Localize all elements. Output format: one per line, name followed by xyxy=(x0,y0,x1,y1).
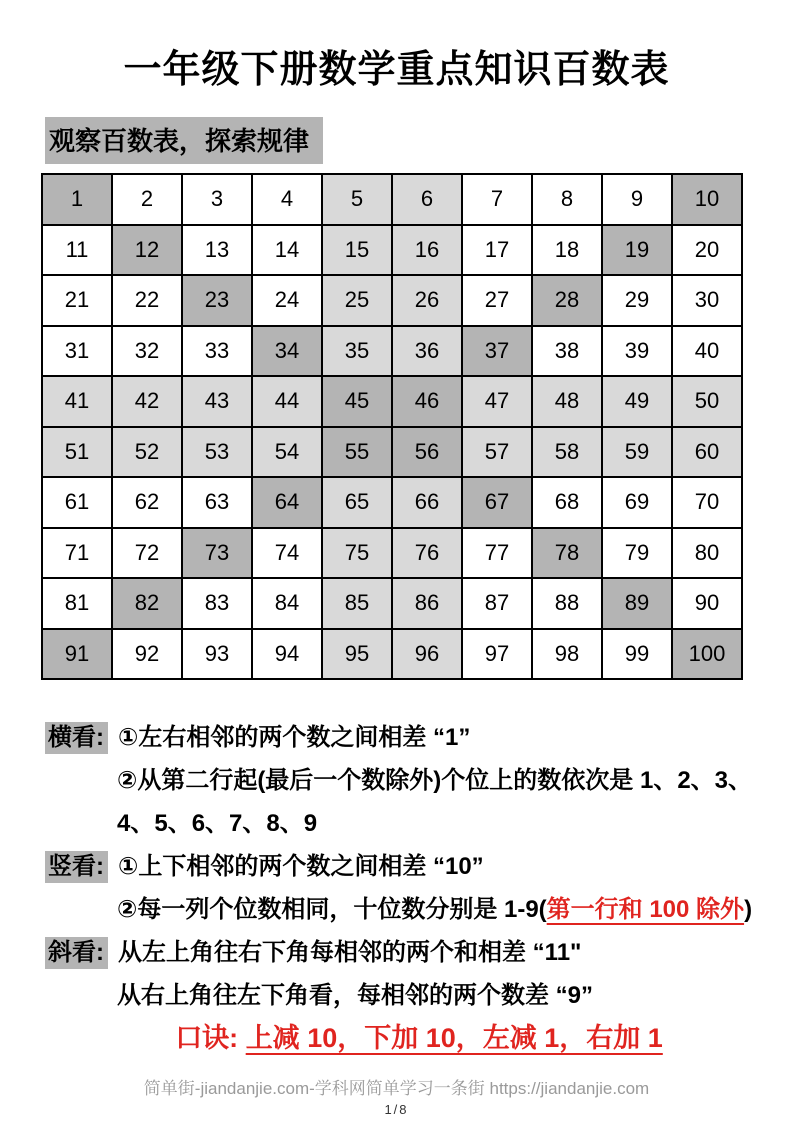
table-cell: 72 xyxy=(112,528,182,579)
table-row xyxy=(42,427,742,478)
table-cell: 77 xyxy=(462,528,532,579)
table-row xyxy=(42,528,742,579)
table-cell: 3 xyxy=(182,174,252,225)
table-cell: 24 xyxy=(252,275,322,326)
table-cell: 32 xyxy=(112,326,182,377)
table-cell: 55 xyxy=(322,427,392,478)
table-cell: 45 xyxy=(322,376,392,427)
table-cell: 2 xyxy=(112,174,182,225)
table-cell: 85 xyxy=(322,578,392,629)
table-cell: 57 xyxy=(462,427,532,478)
table-cell: 58 xyxy=(532,427,602,478)
table-cell: 61 xyxy=(42,477,112,528)
xie-line-1 xyxy=(45,931,793,974)
table-cell: 60 xyxy=(672,427,742,478)
table-row xyxy=(42,376,742,427)
table-cell: 33 xyxy=(182,326,252,377)
table-cell: 35 xyxy=(322,326,392,377)
heng-line-1 xyxy=(45,716,793,759)
table-cell: 97 xyxy=(462,629,532,680)
heng-label: 横看: xyxy=(45,722,108,754)
table-cell: 92 xyxy=(112,629,182,680)
table-cell: 90 xyxy=(672,578,742,629)
table-cell: 34 xyxy=(252,326,322,377)
table-cell: 86 xyxy=(392,578,462,629)
table-cell: 68 xyxy=(532,477,602,528)
table-cell: 38 xyxy=(532,326,602,377)
table-cell: 65 xyxy=(322,477,392,528)
table-cell: 100 xyxy=(672,629,742,680)
table-cell: 88 xyxy=(532,578,602,629)
table-cell: 27 xyxy=(462,275,532,326)
table-cell: 19 xyxy=(602,225,672,276)
heng-line-2: ②从第二行起(最后一个数除外)个位上的数依次是 1、2、3、 xyxy=(117,767,753,794)
heng-text-1: ①左右相邻的两个数之间相差 “1” xyxy=(118,724,471,751)
table-cell: 29 xyxy=(602,275,672,326)
table-cell: 59 xyxy=(602,427,672,478)
table-cell: 12 xyxy=(112,225,182,276)
table-cell: 39 xyxy=(602,326,672,377)
table-cell: 70 xyxy=(672,477,742,528)
shu-label: 竖看: xyxy=(45,851,108,883)
page-title: 一年级下册数学重点知识百数表 xyxy=(123,49,670,91)
heng-line-3: 4、5、6、7、8、9 xyxy=(117,810,318,837)
table-cell: 26 xyxy=(392,275,462,326)
table-cell: 7 xyxy=(462,174,532,225)
table-cell: 5 xyxy=(322,174,392,225)
table-cell: 64 xyxy=(252,477,322,528)
table-cell: 71 xyxy=(42,528,112,579)
table-row xyxy=(42,629,742,680)
shu-line-2 xyxy=(45,888,793,931)
section-heading: 观察百数表，探索规律 xyxy=(45,117,323,164)
shu-text-2-prefix: ②每一列个位数相同，十位数分别是 1-9( xyxy=(117,896,547,923)
table-cell: 8 xyxy=(532,174,602,225)
table-cell: 73 xyxy=(182,528,252,579)
table-cell: 53 xyxy=(182,427,252,478)
table-cell: 79 xyxy=(602,528,672,579)
table-cell: 69 xyxy=(602,477,672,528)
table-cell: 80 xyxy=(672,528,742,579)
table-cell: 30 xyxy=(672,275,742,326)
table-cell: 81 xyxy=(42,578,112,629)
table-cell: 28 xyxy=(532,275,602,326)
table-cell: 63 xyxy=(182,477,252,528)
xie-line-2: 从右上角往左下角看，每相邻的两个数差 “9” xyxy=(117,982,594,1009)
table-cell: 50 xyxy=(672,376,742,427)
table-cell: 9 xyxy=(602,174,672,225)
xie-label: 斜看: xyxy=(45,937,108,969)
table-cell: 67 xyxy=(462,477,532,528)
shu-line-1 xyxy=(45,845,793,888)
table-cell: 10 xyxy=(672,174,742,225)
table-cell: 21 xyxy=(42,275,112,326)
table-cell: 11 xyxy=(42,225,112,276)
table-cell: 37 xyxy=(462,326,532,377)
table-cell: 93 xyxy=(182,629,252,680)
table-cell: 16 xyxy=(392,225,462,276)
table-cell: 25 xyxy=(322,275,392,326)
table-cell: 15 xyxy=(322,225,392,276)
table-cell: 87 xyxy=(462,578,532,629)
table-cell: 41 xyxy=(42,376,112,427)
page-number: 1/8 xyxy=(384,1102,409,1117)
table-cell: 48 xyxy=(532,376,602,427)
table-row xyxy=(42,225,742,276)
table-cell: 43 xyxy=(182,376,252,427)
table-cell: 46 xyxy=(392,376,462,427)
table-cell: 83 xyxy=(182,578,252,629)
table-cell: 18 xyxy=(532,225,602,276)
table-cell: 22 xyxy=(112,275,182,326)
table-cell: 54 xyxy=(252,427,322,478)
xie-text-1: 从左上角往右下角每相邻的两个和相差 “11" xyxy=(118,939,582,966)
table-cell: 20 xyxy=(672,225,742,276)
table-cell: 78 xyxy=(532,528,602,579)
table-cell: 51 xyxy=(42,427,112,478)
table-cell: 23 xyxy=(182,275,252,326)
hundred-number-table xyxy=(41,173,743,680)
table-cell: 36 xyxy=(392,326,462,377)
table-cell: 95 xyxy=(322,629,392,680)
shu-text-1: ①上下相邻的两个数之间相差 “10” xyxy=(118,853,484,880)
table-row xyxy=(42,275,742,326)
table-row xyxy=(42,578,742,629)
notes-section xyxy=(45,716,793,1060)
table-row xyxy=(42,174,742,225)
table-cell: 31 xyxy=(42,326,112,377)
table-cell: 76 xyxy=(392,528,462,579)
hundred-table-body xyxy=(42,174,742,679)
shu-text-2-suffix: ) xyxy=(744,896,753,923)
table-cell: 47 xyxy=(462,376,532,427)
table-row xyxy=(42,326,742,377)
table-cell: 6 xyxy=(392,174,462,225)
table-cell: 14 xyxy=(252,225,322,276)
table-cell: 56 xyxy=(392,427,462,478)
table-cell: 96 xyxy=(392,629,462,680)
table-cell: 40 xyxy=(672,326,742,377)
table-cell: 94 xyxy=(252,629,322,680)
table-cell: 17 xyxy=(462,225,532,276)
table-cell: 62 xyxy=(112,477,182,528)
table-cell: 1 xyxy=(42,174,112,225)
table-cell: 84 xyxy=(252,578,322,629)
table-cell: 13 xyxy=(182,225,252,276)
table-cell: 89 xyxy=(602,578,672,629)
table-cell: 91 xyxy=(42,629,112,680)
shu-text-2-red: 第一行和 100 除外 xyxy=(546,896,745,923)
table-cell: 82 xyxy=(112,578,182,629)
mnemonic-text: 上减 10，下加 10，左减 1，右加 1 xyxy=(245,1023,663,1053)
footer-site-text: 简单街-jiandanjie.com-学科网简单学习一条街 https://jiandanjie.com xyxy=(143,1079,650,1098)
table-cell: 52 xyxy=(112,427,182,478)
table-row xyxy=(42,477,742,528)
table-cell: 74 xyxy=(252,528,322,579)
mnemonic-label: 口诀: xyxy=(175,1023,246,1053)
table-cell: 44 xyxy=(252,376,322,427)
table-cell: 99 xyxy=(602,629,672,680)
mnemonic-line xyxy=(45,1017,793,1060)
table-cell: 98 xyxy=(532,629,602,680)
table-cell: 42 xyxy=(112,376,182,427)
table-cell: 4 xyxy=(252,174,322,225)
table-cell: 66 xyxy=(392,477,462,528)
table-cell: 75 xyxy=(322,528,392,579)
table-cell: 49 xyxy=(602,376,672,427)
